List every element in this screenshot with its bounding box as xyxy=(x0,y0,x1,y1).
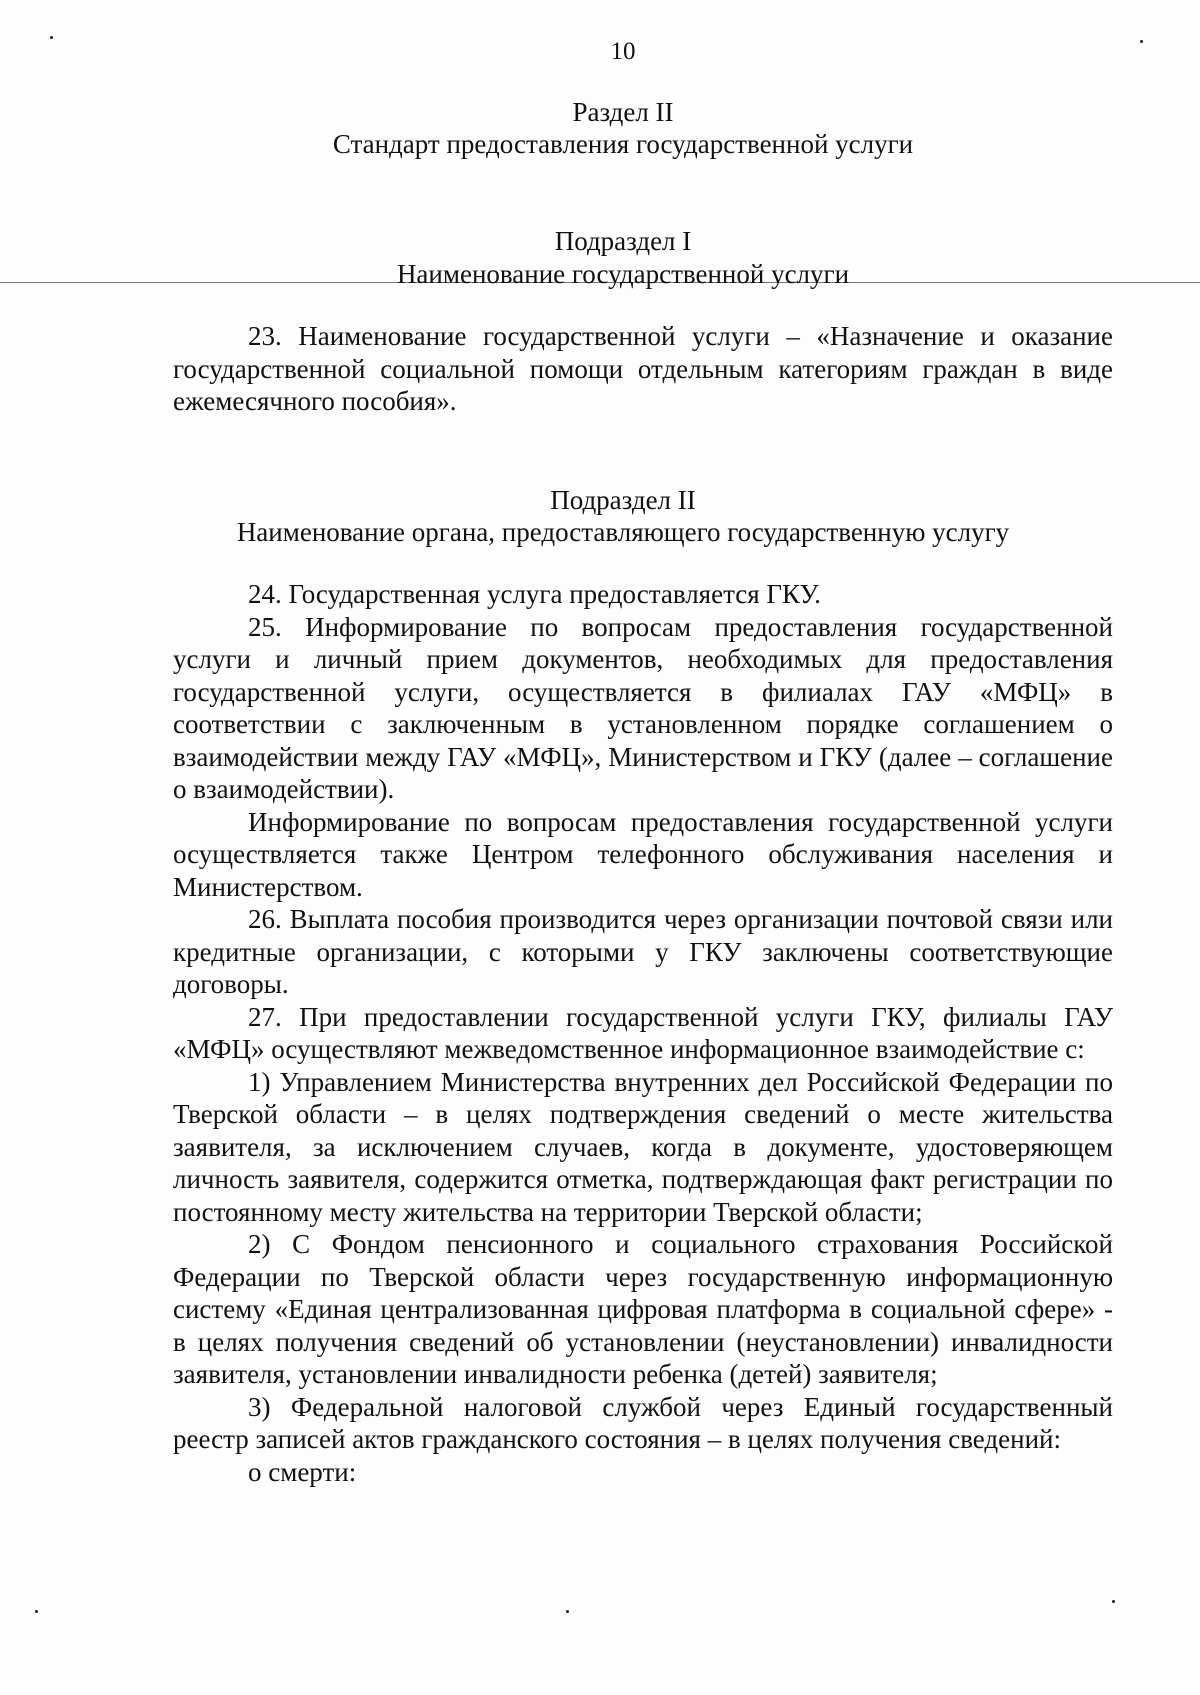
subsection-2-title: Подраздел II xyxy=(550,485,696,515)
document-body-main xyxy=(173,578,1113,1488)
scan-speck xyxy=(1140,40,1143,43)
subsection-1-title: Подраздел I xyxy=(554,226,692,256)
paragraph-27-item-1: 1) Управлением Министерства внутренних дел Российской Федерации по Тверской области – в целях подтверждения сведений о месте жительства заявителя, за исключением случаев, когда в документе, удостоверяющем личность заявителя, содержится отметка, подтверждающая факт регистрации по постоянному месту жительства на территории Тверской области; xyxy=(173,1066,1113,1227)
scan-speck xyxy=(1112,1600,1115,1603)
subsection-1-subtitle: Наименование государственной услуги xyxy=(396,259,850,289)
paragraph-27-item-3: 3) Федеральной налоговой службой через Единый государственный реестр записей актов гражданского состояния – в целях получения сведений: xyxy=(173,1391,1113,1454)
paragraph-25-continued: Информирование по вопросам предоставления государственной услуги осуществляется также Центром телефонного обслуживания населения и Министерством. xyxy=(173,806,1113,902)
paragraph-27-item-3a: о смерти: xyxy=(248,1456,357,1487)
paragraph-27-item-2: 2) С Фондом пенсионного и социального страхования Российской Федерации по Тверской области через государственную информационную систему «Единая централизованная цифровая платформа в социальной сфере» - в целях получения сведений об установлении (неустановлении) инвалидности заявителя, установлении инвалидности ребенка (детей) заявителя; xyxy=(173,1229,1113,1389)
scan-speck xyxy=(50,36,53,39)
paragraph-23: 23. Наименование государственной услуги – «Назначение и оказание государственной социальной помощи отдельным категориям граждан в виде ежемесячного пособия». xyxy=(173,321,1113,416)
scan-speck xyxy=(566,1610,569,1613)
paragraph-25: 25. Информирование по вопросам предоставления государственной услуги и личный прием документов, необходимых для предоставления государственной услуги, осуществляется в филиалах ГАУ «МФЦ» в соответствии с заключенным в установленном порядке соглашением о взаимодействии между ГАУ «МФЦ», Министерством и ГКУ (далее – соглашение о взаимодействии). xyxy=(173,611,1113,804)
paragraph-26: 26. Выплата пособия производится через организации почтовой связи или кредитные организации, с которыми у ГКУ заключены соответствующие договоры. xyxy=(173,904,1113,999)
subsection-2-subtitle: Наименование органа, предоставляющего государственную услугу xyxy=(236,517,1010,547)
paragraph-24: 24. Государственная услуга предоставляется ГКУ. xyxy=(248,579,821,609)
page-number: 10 xyxy=(610,38,636,65)
section-subtitle: Стандарт предоставления государственной услуги xyxy=(332,129,914,159)
paragraph-27: 27. При предоставлении государственной услуги ГКУ, филиалы ГАУ «МФЦ» осуществляют межведомственное информационное взаимодействие с: xyxy=(173,1001,1113,1064)
section-title: Раздел II xyxy=(572,97,674,127)
scan-speck xyxy=(35,1610,38,1613)
